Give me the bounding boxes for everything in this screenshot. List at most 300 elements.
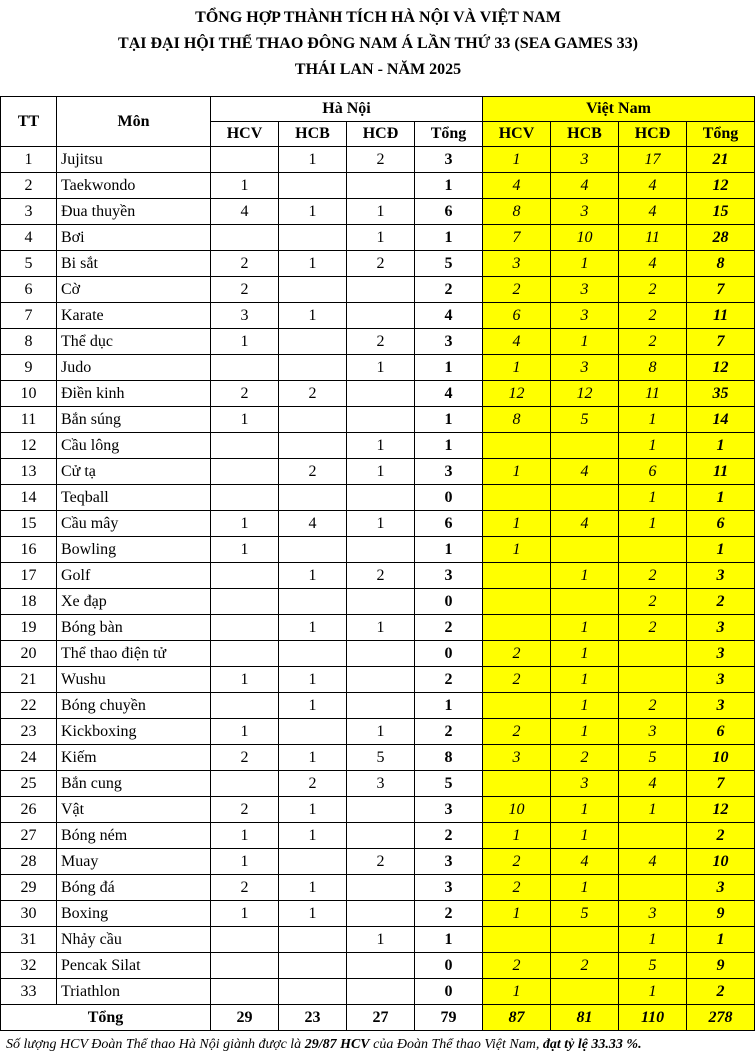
- row-hn-hcv: 2: [211, 797, 279, 823]
- row-vn-hcv: 1: [483, 355, 551, 381]
- row-sport: Cầu mây: [57, 511, 211, 537]
- table-row: [1, 173, 755, 199]
- row-hn-hcd: 1: [347, 225, 415, 251]
- row-vn-hcd: 2: [619, 563, 687, 589]
- row-hn-hcd: 1: [347, 355, 415, 381]
- row-vn-hcb: [551, 927, 619, 953]
- row-hn-tong: 1: [415, 433, 483, 459]
- row-tt: 24: [1, 745, 57, 771]
- row-vn-hcd: 5: [619, 745, 687, 771]
- table-row: [1, 745, 755, 771]
- table-row: [1, 511, 755, 537]
- row-vn-tong: 10: [687, 745, 755, 771]
- table-row: [1, 537, 755, 563]
- row-sport: Xe đạp: [57, 589, 211, 615]
- row-hn-hcb: 1: [279, 199, 347, 225]
- row-vn-hcv: [483, 615, 551, 641]
- row-vn-tong: 11: [687, 459, 755, 485]
- row-vn-hcd: 3: [619, 901, 687, 927]
- row-vn-hcd: 2: [619, 303, 687, 329]
- total-hn-hcv: 29: [211, 1005, 279, 1031]
- row-hn-hcd: 2: [347, 849, 415, 875]
- row-hn-hcd: [347, 979, 415, 1005]
- row-vn-hcb: 2: [551, 953, 619, 979]
- footer-text-1: Số lượng HCV Đoàn Thể thao Hà Nội giành được là: [6, 1037, 305, 1052]
- row-vn-hcv: 1: [483, 979, 551, 1005]
- row-hn-tong: 3: [415, 563, 483, 589]
- row-vn-hcv: 2: [483, 667, 551, 693]
- row-vn-hcd: 1: [619, 927, 687, 953]
- row-vn-hcv: 1: [483, 511, 551, 537]
- row-vn-hcv: 8: [483, 407, 551, 433]
- row-hn-hcv: [211, 641, 279, 667]
- row-vn-hcb: 5: [551, 901, 619, 927]
- row-vn-hcv: [483, 563, 551, 589]
- header-hn-hcv: HCV: [211, 122, 279, 147]
- row-vn-hcb: 4: [551, 459, 619, 485]
- row-hn-hcv: [211, 953, 279, 979]
- row-hn-hcb: 1: [279, 901, 347, 927]
- row-sport: Pencak Silat: [57, 953, 211, 979]
- row-hn-hcv: 1: [211, 329, 279, 355]
- row-tt: 32: [1, 953, 57, 979]
- row-vn-hcd: 1: [619, 797, 687, 823]
- footer-text-2: của Đoàn Thể thao Việt Nam,: [369, 1037, 543, 1052]
- row-hn-hcb: 2: [279, 381, 347, 407]
- total-vn-hcd: 110: [619, 1005, 687, 1031]
- row-hn-hcb: 1: [279, 797, 347, 823]
- row-vn-tong: 3: [687, 875, 755, 901]
- row-hn-hcb: [279, 225, 347, 251]
- row-sport: Đua thuyền: [57, 199, 211, 225]
- row-hn-tong: 8: [415, 745, 483, 771]
- row-tt: 4: [1, 225, 57, 251]
- row-vn-hcv: 4: [483, 173, 551, 199]
- row-tt: 7: [1, 303, 57, 329]
- row-tt: 14: [1, 485, 57, 511]
- row-tt: 18: [1, 589, 57, 615]
- total-row: [1, 1005, 755, 1031]
- row-hn-hcb: [279, 537, 347, 563]
- table-row: [1, 901, 755, 927]
- row-sport: Cờ: [57, 277, 211, 303]
- row-hn-hcd: [347, 875, 415, 901]
- row-hn-hcd: 2: [347, 329, 415, 355]
- row-vn-hcv: 2: [483, 277, 551, 303]
- row-hn-hcb: [279, 329, 347, 355]
- table-row: [1, 355, 755, 381]
- row-hn-tong: 1: [415, 355, 483, 381]
- row-hn-hcb: 1: [279, 615, 347, 641]
- row-vn-hcb: 1: [551, 667, 619, 693]
- row-vn-hcd: 2: [619, 589, 687, 615]
- header-vietnam: Việt Nam: [483, 97, 755, 122]
- row-hn-hcd: 1: [347, 719, 415, 745]
- row-hn-hcv: 1: [211, 511, 279, 537]
- row-tt: 28: [1, 849, 57, 875]
- row-vn-hcb: 3: [551, 771, 619, 797]
- row-tt: 31: [1, 927, 57, 953]
- row-hn-hcd: 1: [347, 433, 415, 459]
- row-hn-hcv: [211, 771, 279, 797]
- row-vn-hcv: 12: [483, 381, 551, 407]
- row-hn-hcb: [279, 927, 347, 953]
- row-vn-hcd: 2: [619, 329, 687, 355]
- row-tt: 27: [1, 823, 57, 849]
- row-sport: Taekwondo: [57, 173, 211, 199]
- row-vn-hcv: 2: [483, 875, 551, 901]
- row-vn-tong: 2: [687, 589, 755, 615]
- row-hn-tong: 3: [415, 875, 483, 901]
- row-sport: Điền kinh: [57, 381, 211, 407]
- row-hn-hcb: 4: [279, 511, 347, 537]
- row-vn-hcb: 4: [551, 849, 619, 875]
- row-vn-hcd: 4: [619, 199, 687, 225]
- header-hanoi: Hà Nội: [211, 97, 483, 122]
- row-hn-tong: 0: [415, 485, 483, 511]
- row-hn-hcb: [279, 407, 347, 433]
- row-sport: Karate: [57, 303, 211, 329]
- row-vn-hcb: 5: [551, 407, 619, 433]
- table-row: [1, 381, 755, 407]
- row-hn-hcd: [347, 277, 415, 303]
- table-row: [1, 277, 755, 303]
- row-vn-hcb: 3: [551, 303, 619, 329]
- row-vn-tong: 14: [687, 407, 755, 433]
- table-row: [1, 875, 755, 901]
- row-hn-tong: 3: [415, 329, 483, 355]
- row-hn-hcv: [211, 979, 279, 1005]
- table-row: [1, 771, 755, 797]
- row-tt: 6: [1, 277, 57, 303]
- row-tt: 1: [1, 147, 57, 173]
- table-row: [1, 693, 755, 719]
- table-row: [1, 927, 755, 953]
- row-hn-hcd: 1: [347, 511, 415, 537]
- row-hn-hcd: 1: [347, 927, 415, 953]
- row-hn-hcv: 2: [211, 277, 279, 303]
- row-vn-hcb: 1: [551, 693, 619, 719]
- row-tt: 29: [1, 875, 57, 901]
- row-vn-tong: 3: [687, 667, 755, 693]
- row-hn-hcv: 2: [211, 251, 279, 277]
- row-hn-hcv: 4: [211, 199, 279, 225]
- row-vn-hcb: 1: [551, 823, 619, 849]
- row-vn-tong: 15: [687, 199, 755, 225]
- row-hn-hcv: [211, 225, 279, 251]
- row-tt: 30: [1, 901, 57, 927]
- table-row: [1, 329, 755, 355]
- row-sport: Bowling: [57, 537, 211, 563]
- row-sport: Kickboxing: [57, 719, 211, 745]
- row-vn-tong: 2: [687, 979, 755, 1005]
- row-vn-tong: 6: [687, 719, 755, 745]
- row-vn-tong: 9: [687, 953, 755, 979]
- row-hn-hcb: 2: [279, 459, 347, 485]
- row-vn-hcb: 1: [551, 615, 619, 641]
- row-hn-tong: 2: [415, 901, 483, 927]
- row-sport: Wushu: [57, 667, 211, 693]
- row-vn-hcb: 1: [551, 563, 619, 589]
- row-vn-hcb: 3: [551, 147, 619, 173]
- row-hn-tong: 1: [415, 407, 483, 433]
- row-hn-hcb: 1: [279, 251, 347, 277]
- row-sport: Bóng bàn: [57, 615, 211, 641]
- row-hn-hcd: 2: [347, 147, 415, 173]
- row-vn-hcd: 6: [619, 459, 687, 485]
- row-hn-tong: 3: [415, 797, 483, 823]
- row-vn-tong: 7: [687, 771, 755, 797]
- row-hn-hcb: [279, 277, 347, 303]
- row-vn-hcv: [483, 693, 551, 719]
- row-hn-hcd: 2: [347, 563, 415, 589]
- medal-table: [0, 96, 755, 1031]
- row-hn-hcb: 1: [279, 875, 347, 901]
- title-line-1: TỔNG HỢP THÀNH TÍCH HÀ NỘI VÀ VIỆT NAM: [195, 9, 561, 26]
- row-vn-tong: 3: [687, 615, 755, 641]
- row-hn-hcv: 1: [211, 173, 279, 199]
- row-tt: 20: [1, 641, 57, 667]
- row-hn-hcv: 1: [211, 667, 279, 693]
- row-vn-tong: 1: [687, 537, 755, 563]
- footer-bold-2: đạt tỷ lệ 33.33 %.: [542, 1037, 642, 1052]
- row-hn-hcv: [211, 927, 279, 953]
- row-tt: 17: [1, 563, 57, 589]
- row-vn-hcb: [551, 589, 619, 615]
- row-vn-hcb: 3: [551, 199, 619, 225]
- row-hn-hcb: [279, 485, 347, 511]
- row-vn-hcv: 3: [483, 251, 551, 277]
- title-line-3: THÁI LAN - NĂM 2025: [294, 61, 462, 78]
- row-hn-hcd: 1: [347, 459, 415, 485]
- row-hn-hcb: 1: [279, 667, 347, 693]
- total-hn-tong: 79: [415, 1005, 483, 1031]
- row-hn-tong: 6: [415, 199, 483, 225]
- row-vn-hcd: 1: [619, 511, 687, 537]
- row-hn-hcv: 1: [211, 407, 279, 433]
- row-vn-hcv: [483, 433, 551, 459]
- row-hn-hcv: 2: [211, 875, 279, 901]
- row-vn-hcb: [551, 537, 619, 563]
- row-vn-tong: 3: [687, 693, 755, 719]
- table-body: [1, 147, 755, 1005]
- row-vn-tong: 12: [687, 173, 755, 199]
- row-vn-hcd: 2: [619, 693, 687, 719]
- table-row: [1, 459, 755, 485]
- table-row: [1, 979, 755, 1005]
- row-vn-hcv: 10: [483, 797, 551, 823]
- row-sport: Bi sắt: [57, 251, 211, 277]
- row-hn-hcv: [211, 433, 279, 459]
- header-vn-tong: Tổng: [687, 122, 755, 147]
- row-sport: Bơi: [57, 225, 211, 251]
- row-hn-hcv: 2: [211, 745, 279, 771]
- row-hn-tong: 3: [415, 459, 483, 485]
- total-vn-hcb: 81: [551, 1005, 619, 1031]
- row-hn-tong: 0: [415, 589, 483, 615]
- row-vn-tong: 8: [687, 251, 755, 277]
- row-sport: Muay: [57, 849, 211, 875]
- row-hn-hcv: 1: [211, 901, 279, 927]
- row-hn-hcv: 1: [211, 823, 279, 849]
- total-vn-tong: 278: [687, 1005, 755, 1031]
- header-vn-hcd: HCĐ: [619, 122, 687, 147]
- row-vn-hcv: 2: [483, 719, 551, 745]
- row-tt: 5: [1, 251, 57, 277]
- table-row: [1, 849, 755, 875]
- row-sport: Bóng ném: [57, 823, 211, 849]
- row-hn-hcv: [211, 147, 279, 173]
- row-tt: 16: [1, 537, 57, 563]
- table-row: [1, 563, 755, 589]
- table-row: [1, 615, 755, 641]
- row-hn-tong: 4: [415, 303, 483, 329]
- row-hn-tong: 3: [415, 147, 483, 173]
- row-tt: 8: [1, 329, 57, 355]
- row-sport: Triathlon: [57, 979, 211, 1005]
- row-hn-hcd: [347, 381, 415, 407]
- row-vn-hcd: [619, 823, 687, 849]
- header-hn-tong: Tổng: [415, 122, 483, 147]
- row-sport: Boxing: [57, 901, 211, 927]
- row-hn-hcv: 2: [211, 381, 279, 407]
- row-vn-hcd: 2: [619, 277, 687, 303]
- row-vn-tong: 7: [687, 277, 755, 303]
- row-vn-hcd: 17: [619, 147, 687, 173]
- row-hn-hcb: [279, 355, 347, 381]
- row-hn-hcd: [347, 667, 415, 693]
- row-vn-hcb: [551, 979, 619, 1005]
- row-tt: 11: [1, 407, 57, 433]
- row-vn-hcd: 3: [619, 719, 687, 745]
- row-sport: Golf: [57, 563, 211, 589]
- row-vn-hcv: 1: [483, 147, 551, 173]
- row-hn-hcd: [347, 953, 415, 979]
- row-vn-hcb: 4: [551, 511, 619, 537]
- row-vn-hcv: 6: [483, 303, 551, 329]
- row-vn-hcv: [483, 485, 551, 511]
- row-hn-hcb: 1: [279, 563, 347, 589]
- row-vn-hcd: 11: [619, 225, 687, 251]
- row-vn-hcv: 7: [483, 225, 551, 251]
- row-vn-hcd: 4: [619, 849, 687, 875]
- row-hn-hcd: 2: [347, 251, 415, 277]
- row-vn-tong: 1: [687, 433, 755, 459]
- row-hn-hcd: 5: [347, 745, 415, 771]
- row-vn-hcd: 5: [619, 953, 687, 979]
- row-hn-hcd: [347, 823, 415, 849]
- row-vn-hcd: 4: [619, 251, 687, 277]
- row-vn-hcv: 8: [483, 199, 551, 225]
- row-hn-tong: 6: [415, 511, 483, 537]
- row-vn-hcv: [483, 589, 551, 615]
- row-hn-hcd: [347, 589, 415, 615]
- row-vn-tong: 1: [687, 927, 755, 953]
- row-vn-tong: 21: [687, 147, 755, 173]
- row-hn-hcv: [211, 563, 279, 589]
- row-vn-hcb: 10: [551, 225, 619, 251]
- row-hn-hcd: 3: [347, 771, 415, 797]
- row-hn-hcv: [211, 355, 279, 381]
- row-hn-hcd: [347, 693, 415, 719]
- table-row: [1, 719, 755, 745]
- row-hn-hcd: 1: [347, 615, 415, 641]
- row-hn-hcv: 3: [211, 303, 279, 329]
- row-hn-hcd: [347, 173, 415, 199]
- row-sport: Jujitsu: [57, 147, 211, 173]
- row-vn-hcb: [551, 433, 619, 459]
- row-hn-hcv: [211, 589, 279, 615]
- row-vn-hcb: 1: [551, 797, 619, 823]
- row-vn-hcv: 2: [483, 849, 551, 875]
- row-vn-hcd: 8: [619, 355, 687, 381]
- row-sport: Bóng chuyền: [57, 693, 211, 719]
- row-vn-tong: 10: [687, 849, 755, 875]
- row-vn-hcv: [483, 927, 551, 953]
- table-row: [1, 797, 755, 823]
- total-hn-hcb: 23: [279, 1005, 347, 1031]
- row-hn-tong: 1: [415, 537, 483, 563]
- row-sport: Cầu lông: [57, 433, 211, 459]
- header-hn-hcd: HCĐ: [347, 122, 415, 147]
- row-hn-hcb: [279, 173, 347, 199]
- row-sport: Thể thao điện tử: [57, 641, 211, 667]
- row-sport: Bắn súng: [57, 407, 211, 433]
- row-hn-tong: 2: [415, 615, 483, 641]
- row-vn-tong: 3: [687, 563, 755, 589]
- row-tt: 19: [1, 615, 57, 641]
- row-sport: Teqball: [57, 485, 211, 511]
- row-hn-tong: 5: [415, 251, 483, 277]
- row-vn-hcv: [483, 771, 551, 797]
- row-vn-hcv: 4: [483, 329, 551, 355]
- table-row: [1, 667, 755, 693]
- row-tt: 2: [1, 173, 57, 199]
- row-vn-tong: 6: [687, 511, 755, 537]
- table-row: [1, 225, 755, 251]
- row-hn-tong: 2: [415, 667, 483, 693]
- table-row: [1, 303, 755, 329]
- row-tt: 10: [1, 381, 57, 407]
- row-vn-hcd: [619, 641, 687, 667]
- header-tt: TT: [1, 97, 57, 147]
- row-vn-tong: 1: [687, 485, 755, 511]
- row-hn-hcb: 1: [279, 823, 347, 849]
- table-row: [1, 407, 755, 433]
- row-tt: 26: [1, 797, 57, 823]
- table-row: [1, 641, 755, 667]
- row-vn-hcv: 1: [483, 459, 551, 485]
- row-sport: Nhảy cầu: [57, 927, 211, 953]
- row-hn-hcd: [347, 901, 415, 927]
- header-hn-hcb: HCB: [279, 122, 347, 147]
- row-vn-hcd: [619, 537, 687, 563]
- row-hn-tong: 1: [415, 173, 483, 199]
- row-tt: 15: [1, 511, 57, 537]
- row-tt: 3: [1, 199, 57, 225]
- row-hn-hcb: [279, 433, 347, 459]
- row-vn-hcd: 4: [619, 173, 687, 199]
- row-vn-hcb: 1: [551, 641, 619, 667]
- row-hn-hcd: [347, 303, 415, 329]
- row-tt: 22: [1, 693, 57, 719]
- footer-note: [6, 1036, 756, 1054]
- header-mon: Môn: [57, 97, 211, 147]
- row-hn-hcd: [347, 797, 415, 823]
- row-hn-tong: 1: [415, 693, 483, 719]
- row-hn-hcv: [211, 459, 279, 485]
- row-hn-hcd: [347, 407, 415, 433]
